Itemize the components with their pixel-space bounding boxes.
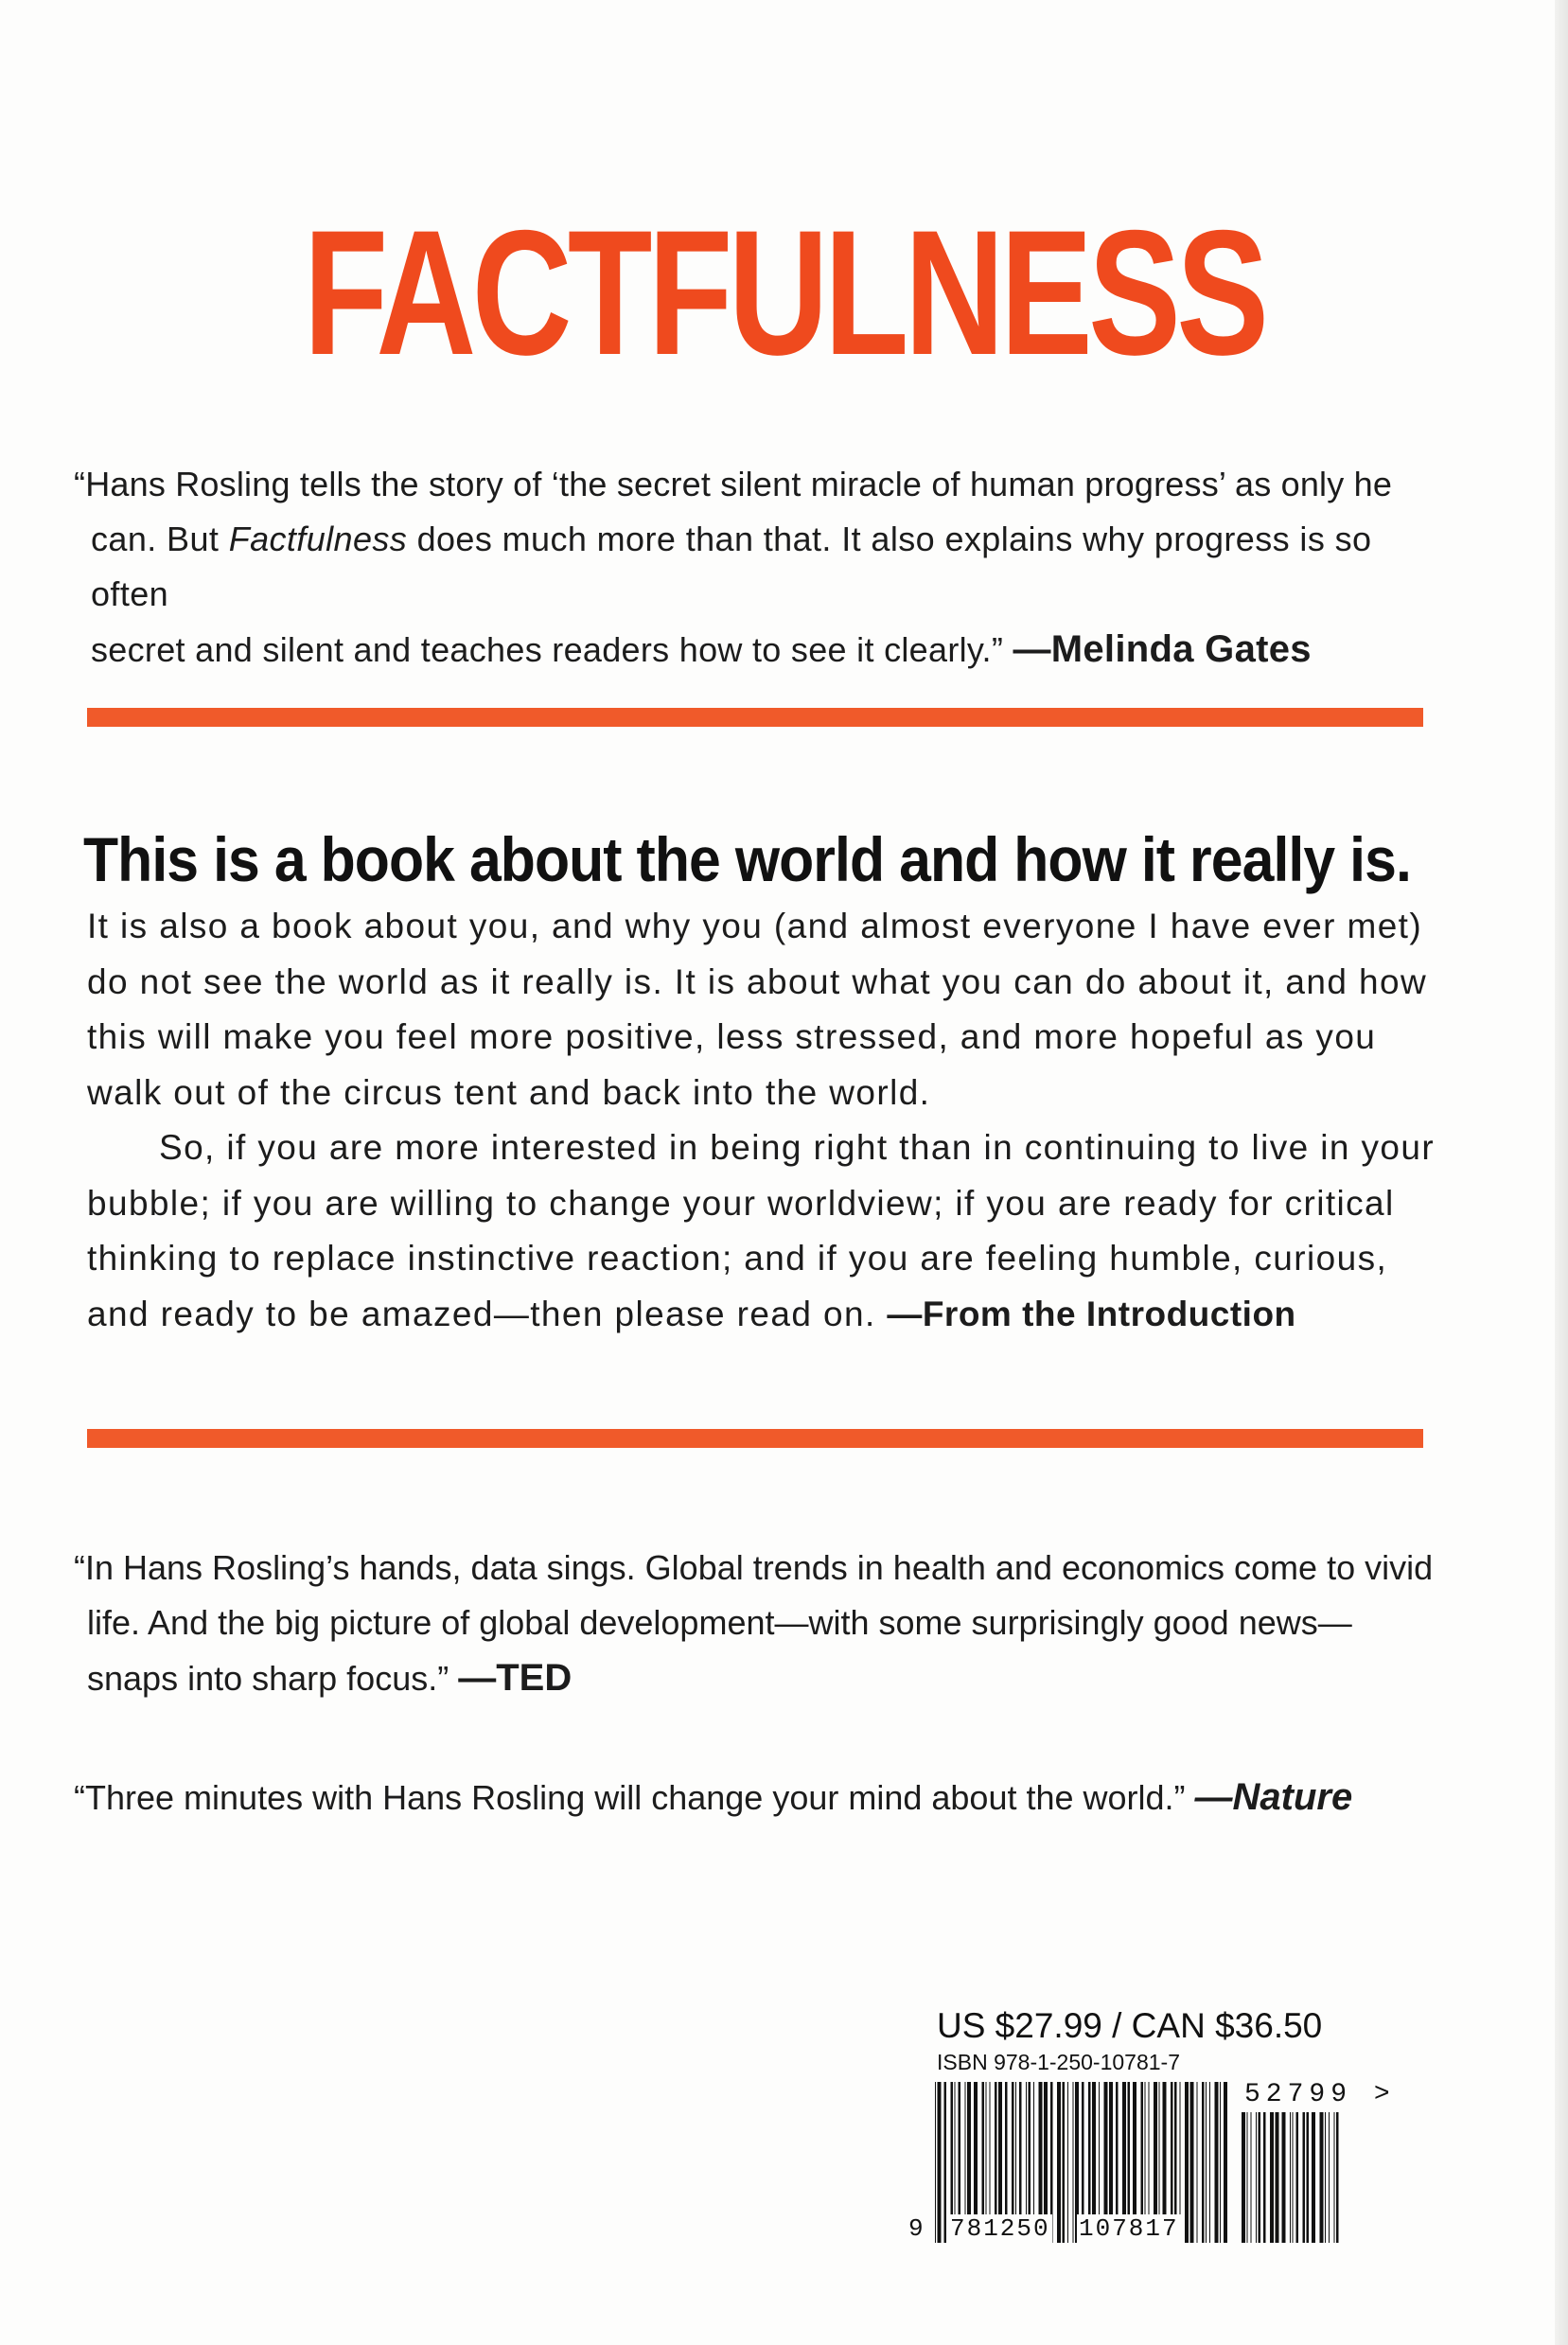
quote-text: secret and silent and teaches readers how to see it clearly.” (91, 630, 1013, 669)
barcode-bar (1057, 2082, 1061, 2243)
excerpt-text: So, if you are more interested in being right than in continuing to live in your bubble; if you are willing to change your worldview; if you are ready for critical thinking to replace instinctive reaction; and if you are feeling humble, curious, and ready to be amazed—then please read on. (87, 1128, 1436, 1333)
page-edge (1555, 0, 1568, 2345)
price-label: US $27.99 / CAN $36.50 (937, 2006, 1323, 2045)
quote-attribution: —Melinda Gates (1013, 628, 1312, 670)
barcode-bar (1209, 2082, 1210, 2243)
barcode-bar (1290, 2112, 1291, 2243)
excerpt-source: —From the Introduction (887, 1294, 1296, 1333)
quote-melinda-gates (74, 457, 1436, 678)
excerpt-paragraph (87, 1120, 1440, 1342)
quote-line (74, 1650, 1455, 1706)
quote-text: can. But (91, 520, 229, 558)
price-block (937, 2006, 1410, 2075)
excerpt-paragraph: It is also a book about you, and why you (and almost everyone I have ever met) do not see the world as it really is. It is about what you can do about it, and how this will make you feel more positive, less stressed, and more hopeful as you walk out of the circus tent and back into the world. (87, 907, 1428, 1112)
quote-text: “Three minutes with Hans Rosling will change your mind about the world.” (74, 1778, 1195, 1817)
barcode-bar (1185, 2082, 1189, 2243)
barcode-bar (1067, 2082, 1068, 2243)
barcode-bar (1251, 2112, 1252, 2243)
quote-line (74, 512, 1436, 622)
barcode (908, 2082, 1410, 2243)
barcode-bar (1270, 2112, 1274, 2243)
quote-text: does much more than that. It also explains why progress is so often (91, 520, 1372, 613)
quote-attribution: —Nature (1194, 1776, 1353, 1818)
quote-line (74, 622, 1436, 678)
headline: This is a book about the world and how it really is. (83, 824, 1411, 894)
quote-line: life. And the big picture of global development—with some surprisingly good news— (87, 1603, 1352, 1642)
book-title-italic: Factfulness (228, 520, 408, 558)
ean-right-group: 107817 (1079, 2214, 1179, 2243)
divider-rule (87, 1429, 1423, 1448)
book-title: FACTFULNESS (303, 193, 1265, 392)
barcode-bar (1242, 2112, 1245, 2243)
barcode-bar (1325, 2112, 1326, 2243)
barcode-bar (1282, 2112, 1286, 2243)
isbn-label: ISBN 978-1-250-10781-7 (937, 2050, 1180, 2074)
ean-left-group: 781250 (950, 2214, 1050, 2243)
barcode-bar (1263, 2112, 1266, 2243)
barcode-bar (1247, 2112, 1248, 2243)
barcode-bar (1276, 2112, 1279, 2243)
barcode-bar (1206, 2082, 1207, 2243)
addon-marker: > (1373, 2080, 1396, 2109)
quote-text: snaps into sharp focus.” (87, 1659, 459, 1698)
barcode-bar (1063, 2082, 1066, 2243)
barcode-bar (1256, 2112, 1257, 2243)
ean-lead-digit: 9 (908, 2214, 925, 2243)
barcode-bar (1073, 2082, 1074, 2243)
price-addon-barcode (1242, 2112, 1341, 2243)
quote-line: “In Hans Rosling’s hands, data sings. Global trends in health and economics come to vivid (74, 1548, 1434, 1587)
barcode-bar (1190, 2082, 1194, 2243)
barcode-bar (1307, 2112, 1310, 2243)
intro-excerpt (87, 899, 1440, 1342)
addon-digits (1244, 2080, 1396, 2109)
barcode-bar (1303, 2112, 1306, 2243)
barcode-bar (1259, 2112, 1261, 2243)
quote-line: “Hans Rosling tells the story of ‘the secret silent miracle of human progress’ as only he (74, 465, 1393, 503)
barcode-bar (1329, 2112, 1330, 2243)
quote-attribution: —TED (458, 1657, 573, 1699)
addon-number: 52799 (1244, 2080, 1353, 2109)
barcode-bar (1334, 2112, 1335, 2243)
quote-nature (74, 1770, 1455, 1825)
barcode-bar (938, 2082, 942, 2243)
barcode-bar (1312, 2112, 1315, 2243)
quote-line (74, 1770, 1455, 1825)
barcode-bar (1336, 2112, 1339, 2243)
barcode-bar (1293, 2112, 1294, 2243)
barcode-bar (1197, 2082, 1198, 2243)
quote-ted (74, 1541, 1455, 1706)
barcode-bar (1220, 2082, 1221, 2243)
divider-rule (87, 708, 1423, 727)
barcode-bar (1224, 2082, 1227, 2243)
barcode-bar (1202, 2082, 1205, 2243)
barcode-bar (1296, 2112, 1299, 2243)
barcode-bar (1320, 2112, 1324, 2243)
barcode-bar (935, 2082, 936, 2243)
barcode-bar (1215, 2082, 1219, 2243)
barcode-bar (944, 2082, 947, 2243)
